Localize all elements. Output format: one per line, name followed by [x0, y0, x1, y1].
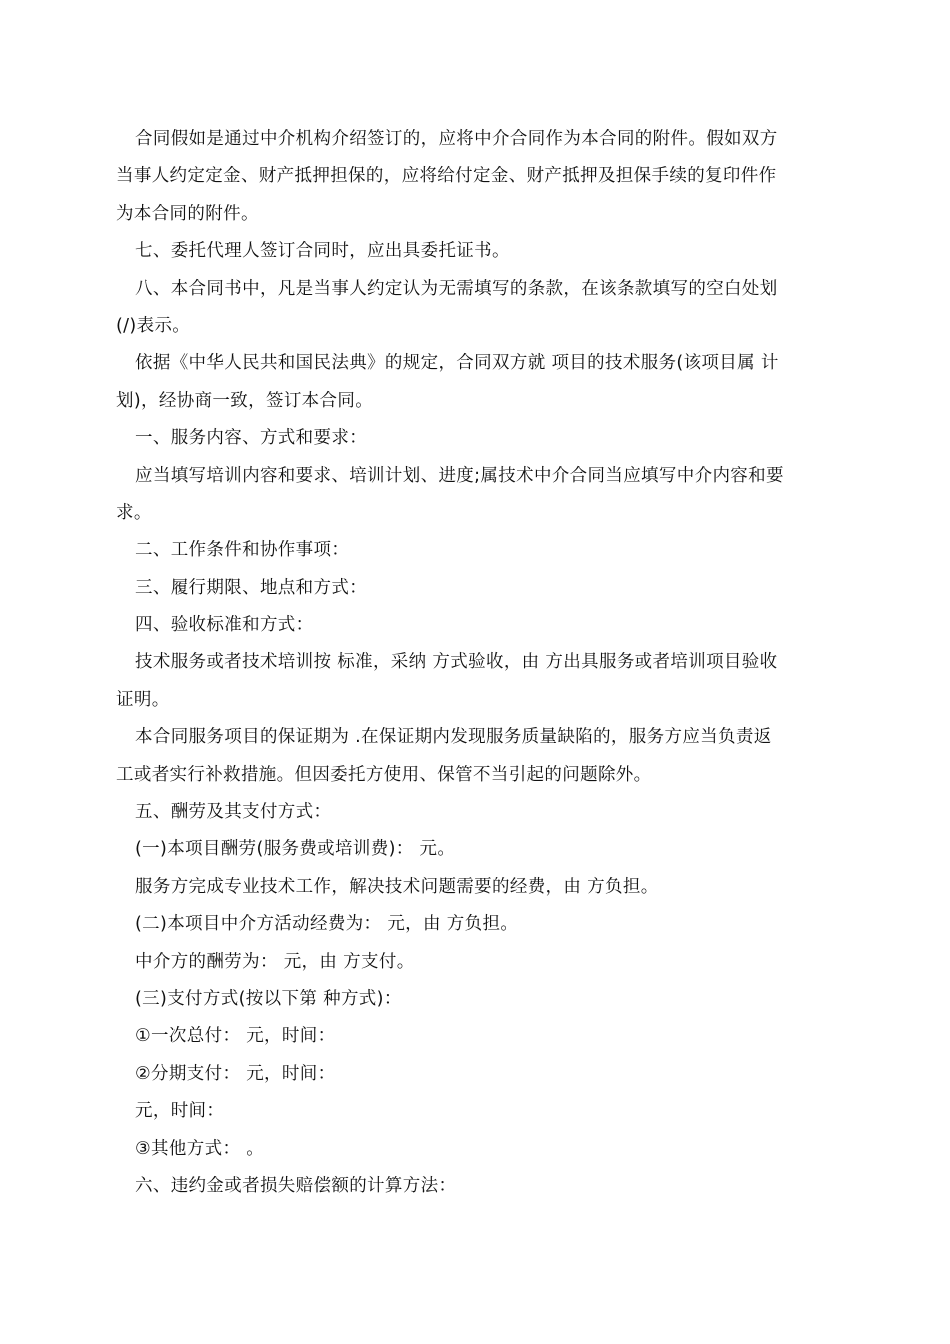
section-heading-six: 六、违约金或者损失赔偿额的计算方法： — [135, 1175, 457, 1196]
payment-item-one: (一)本项目酬劳(服务费或培训费)： 元。 — [135, 839, 456, 860]
payment-item-three: (三)支付方式(按以下第 种方式)： — [135, 988, 402, 1009]
paragraph-line: 划)，经协商一致，签订本合同。 — [116, 390, 374, 411]
payment-item-two: (二)本项目中介方活动经费为： 元，由 方负担。 — [135, 914, 519, 935]
paragraph-line: 当事人约定定金、财产抵押担保的，应将给付定金、财产抵押及担保手续的复印件作 — [116, 166, 777, 187]
paragraph-line: 服务方完成专业技术工作，解决技术问题需要的经费，由 方负担。 — [135, 876, 659, 897]
paragraph-line: 元，时间： — [135, 1101, 225, 1122]
paragraph-line: 证明。 — [116, 689, 170, 710]
paragraph-line: 为本合同的附件。 — [116, 203, 259, 224]
section-heading-two: 二、工作条件和协作事项： — [135, 540, 350, 561]
section-heading-three: 三、履行期限、地点和方式： — [135, 577, 368, 598]
section-heading-one: 一、服务内容、方式和要求： — [135, 428, 368, 449]
paragraph-line: 中介方的酬劳为： 元，由 方支付。 — [135, 951, 415, 972]
payment-option-three: ③其他方式： 。 — [135, 1138, 265, 1159]
legal-basis-line: 依据《中华人民共和国民法典》的规定，合同双方就 项目的技术服务(该项目属 计 — [135, 353, 779, 374]
paragraph-line: 技术服务或者技术培训按 标准，采纳 方式验收，由 方出具服务或者培训项目验收 — [135, 652, 778, 673]
paragraph-line: 工或者实行补救措施。但因委托方使用、保管不当引起的问题除外。 — [116, 764, 652, 785]
clause-seven: 七、委托代理人签订合同时，应出具委托证书。 — [135, 241, 510, 262]
paragraph-line: 应当填写培训内容和要求、培训计划、进度;属技术中介合同当应填写中介内容和要 — [135, 465, 784, 486]
clause-eight: 八、本合同书中，凡是当事人约定认为无需填写的条款，在该条款填写的空白处划 — [135, 278, 778, 299]
section-heading-five: 五、酬劳及其支付方式： — [135, 802, 332, 823]
payment-option-two: ②分期支付： 元，时间： — [135, 1063, 336, 1084]
paragraph-line: (/)表示。 — [116, 315, 191, 336]
paragraph-line: 合同假如是通过中介机构介绍签订的，应将中介合同作为本合同的附件。假如双方 — [135, 129, 778, 149]
section-heading-four: 四、验收标准和方式： — [135, 615, 314, 636]
payment-option-one: ①一次总付： 元，时间： — [135, 1026, 336, 1047]
paragraph-line: 本合同服务项目的保证期为 .在保证期内发现服务质量缺陷的，服务方应当负责返 — [135, 727, 772, 748]
paragraph-line: 求。 — [116, 502, 152, 523]
document-body — [116, 121, 836, 1205]
